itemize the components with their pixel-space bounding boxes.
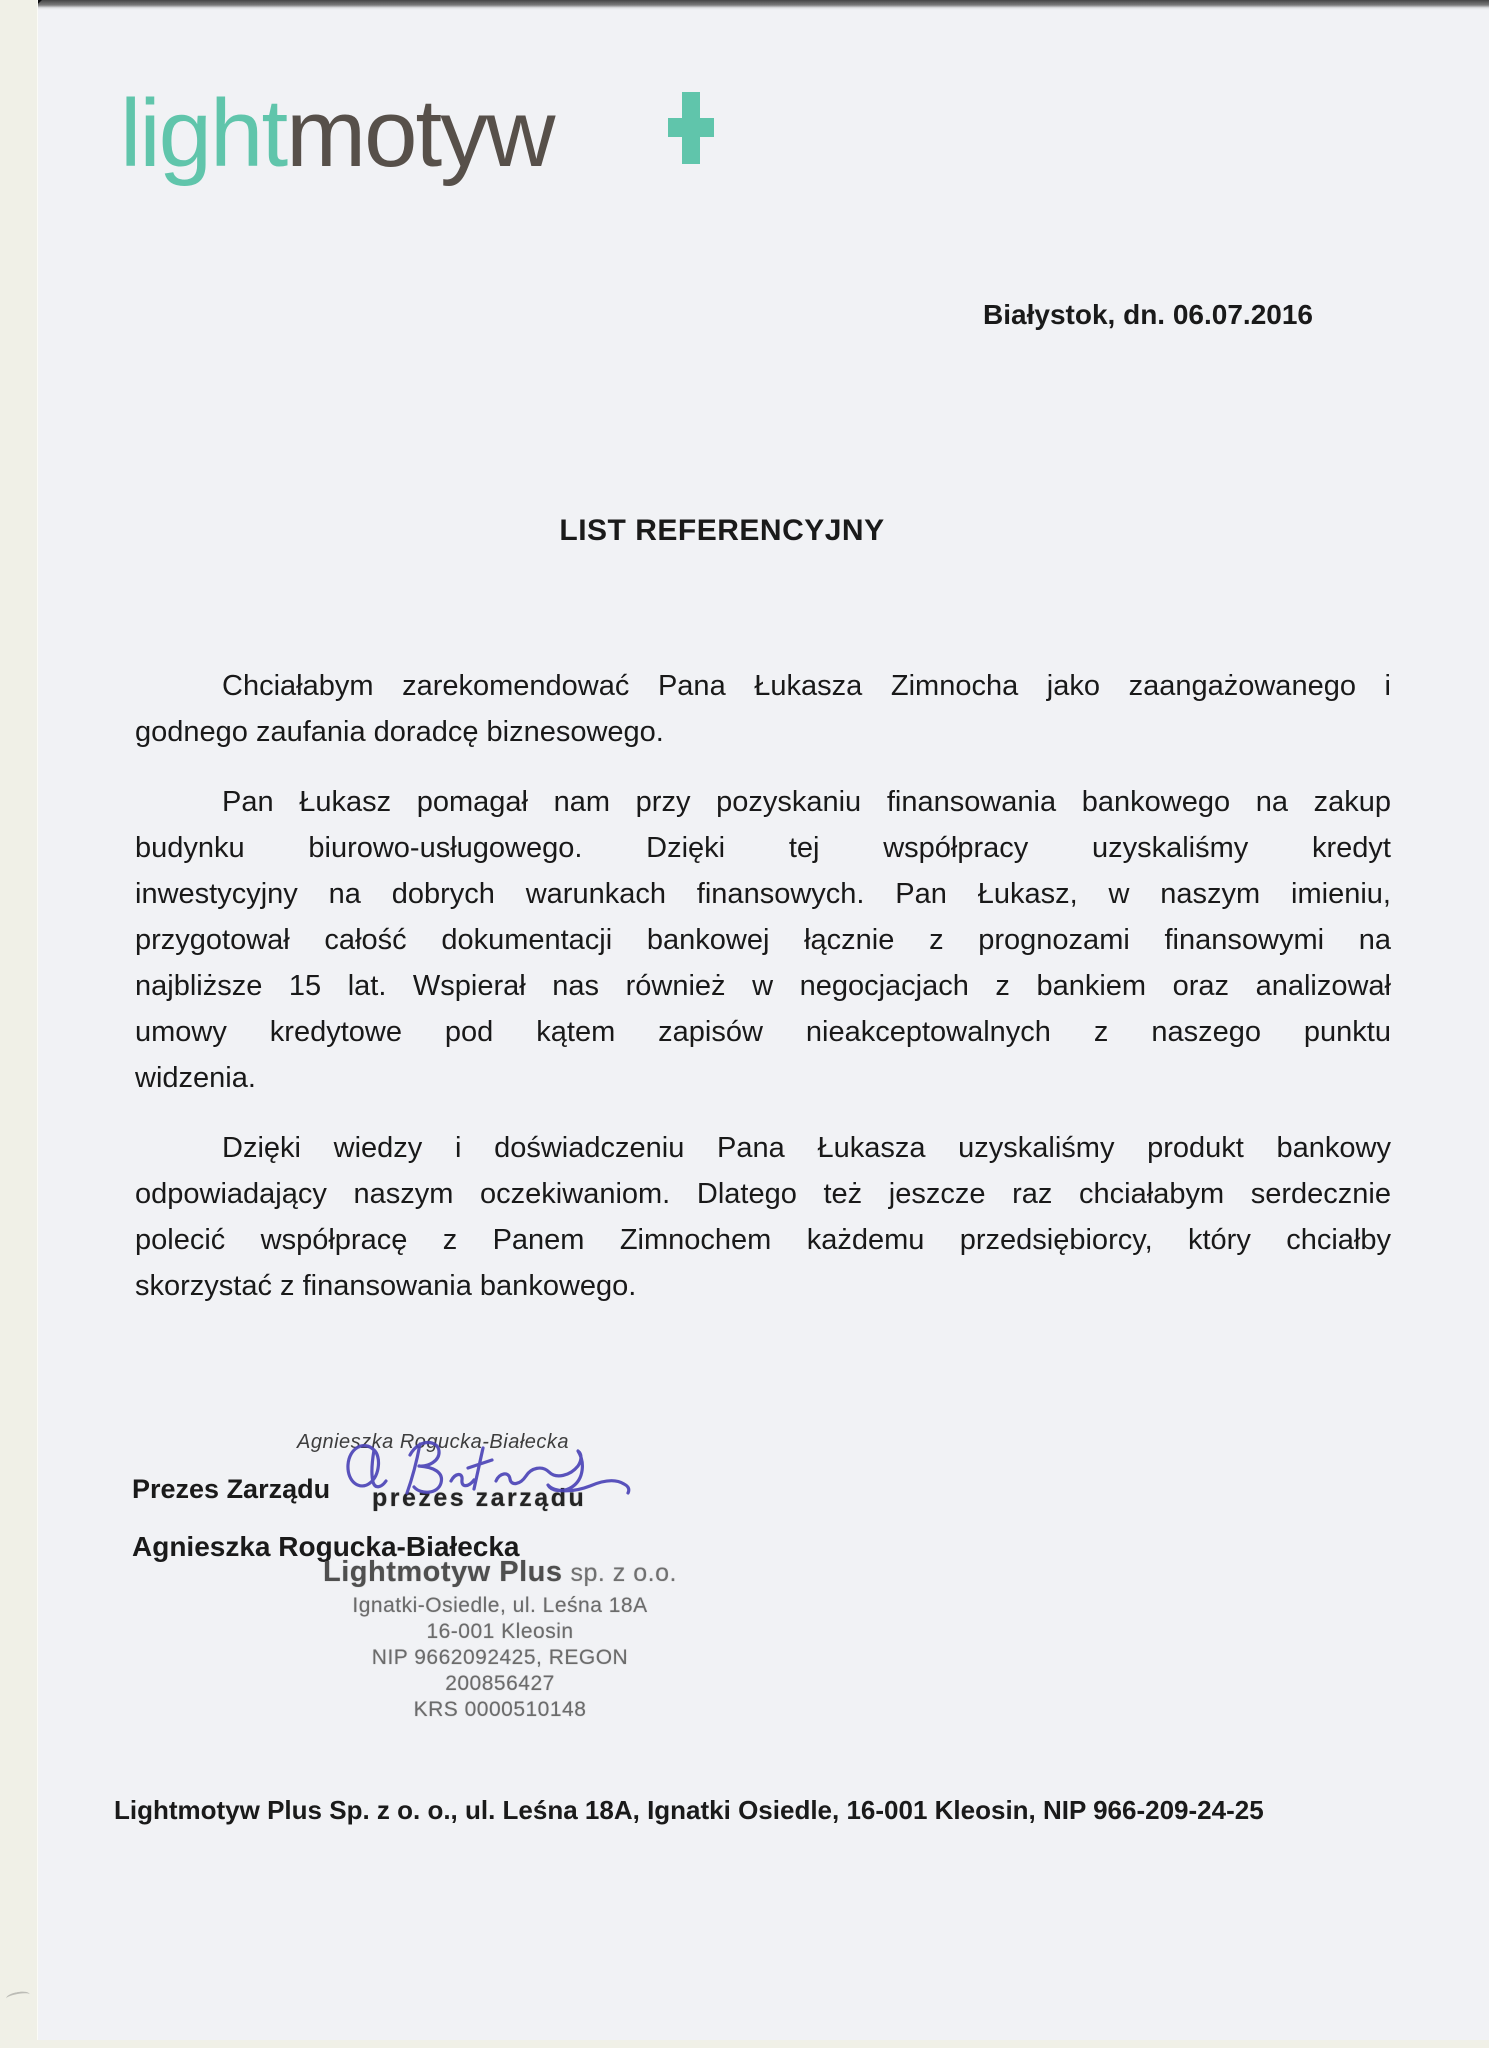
body-line: odpowiadający naszym oczekiwaniom. Dlatego też jeszcze raz chciałabym serdecznie (135, 1178, 1391, 1210)
body-line: Dzięki wiedzy i doświadczeniu Pana Łukasza uzyskaliśmy produkt bankowy (222, 1132, 1391, 1164)
body-line: polecić współpracę z Panem Zimnochem każdemu przedsiębiorcy, który chciałby (135, 1224, 1391, 1256)
body-line: widzenia. (135, 1062, 256, 1094)
letter-title: LIST REFERENCYJNY (559, 514, 885, 547)
paragraph-2 (135, 779, 1391, 1101)
stamped-signatory-name: Agnieszka Rogucka-Białecka (297, 1431, 570, 1453)
lightmotyw-logo (120, 80, 554, 187)
stamp-registration: NIP 9662092425, REGON 200856427 (371, 1646, 629, 1695)
page-bottom-margin (0, 2040, 1489, 2048)
handwritten-signature (340, 1436, 640, 1511)
plus-icon (668, 92, 714, 164)
body-line: Pan Łukasz pomagał nam przy pozyskaniu finansowania bankowego na zakup (222, 786, 1391, 818)
logo-text-motyw: motyw (286, 80, 554, 187)
body-line: skorzystać z finansowania bankowego. (135, 1270, 637, 1302)
body-line: umowy kredytowe pod kątem zapisów nieakceptowalnych z naszego punktu (135, 1016, 1391, 1048)
letter-body (135, 663, 1391, 1309)
company-stamp (320, 1556, 680, 1723)
body-line: Chciałabym zarekomendować Pana Łukasza Zimnocha jako zaangażowanego i (222, 670, 1391, 702)
body-line: godnego zaufania doradcę biznesowego. (135, 716, 664, 748)
paragraph-3 (135, 1125, 1391, 1309)
stamp-legal-form: sp. z o.o. (570, 1559, 677, 1587)
scan-edge-top (0, 0, 1489, 10)
paragraph-1 (135, 663, 1391, 755)
body-line: przygotował całość dokumentacji bankowej łącznie z prognozami finansowymi na (135, 924, 1391, 956)
footer-company-line: Lightmotyw Plus Sp. z o. o., ul. Leśna 18A, Ignatki Osiedle, 16-001 Kleosin, NIP 966-209-24-25 (114, 1795, 1264, 1825)
printed-role: Prezes Zarządu (132, 1474, 331, 1504)
body-line: budynku biurowo-usługowego. Dzięki tej współpracy uzyskaliśmy kredyt (135, 832, 1391, 864)
stamped-role: prezes zarządu (372, 1484, 587, 1512)
printed-signatory-name: Agnieszka Rogucka-Białecka (132, 1531, 520, 1562)
stamp-company-name-line (320, 1556, 680, 1591)
body-line: inwestycyjny na dobrych warunkach finansowych. Pan Łukasz, w naszym imieniu, (135, 878, 1391, 910)
page-left-margin (0, 0, 38, 2048)
stamp-krs: KRS 0000510148 (413, 1698, 587, 1721)
dateline: Białystok, dn. 06.07.2016 (983, 299, 1313, 330)
stamp-company-name: Lightmotyw Plus (323, 1556, 563, 1588)
stamp-address-line2: 16-001 Kleosin (426, 1620, 574, 1643)
stamp-address-line1: Ignatki-Osiedle, ul. Leśna 18A (352, 1594, 648, 1617)
logo-text-light: light (120, 80, 287, 187)
body-line: najbliższe 15 lat. Wspierał nas również w negocjacjach z bankiem oraz analizował (135, 970, 1391, 1002)
